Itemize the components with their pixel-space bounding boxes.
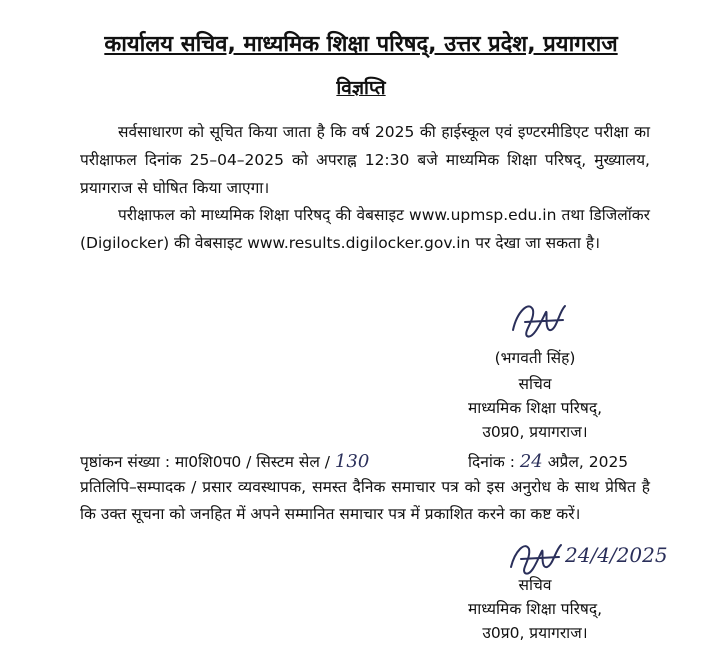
reference-number: 130 bbox=[334, 451, 370, 472]
signatory-location: उ0प्र0, प्रयागराज। bbox=[482, 423, 588, 441]
date-day: 24 bbox=[519, 451, 543, 472]
signatory-name: (भगवती सिंह) bbox=[494, 349, 576, 367]
reference-label: पृष्ठांकन संख्या : मा0शि0प0 / सिस्टम सेल / bbox=[80, 453, 330, 471]
date-label: दिनांक : bbox=[468, 453, 515, 471]
handwritten-date: 24/4/2025 bbox=[565, 543, 668, 567]
paragraph-announcement: सर्वसाधारण को सूचित किया जाता है कि वर्ष 2025 की हाईस्कूल एवं इण्टरमीडिएट परीक्षा का परीक्षाफल दिनांक 25–04–2025 को अपराह्न 12:30 बजे माध्यमिक शिक्षा परिषद्, मुख्यालय, प्रयागराज से घोषित किया जाएगा। bbox=[80, 123, 650, 197]
signatory-organization-2: माध्यमिक शिक्षा परिषद्, bbox=[467, 600, 603, 618]
paragraph-websites: परीक्षाफल को माध्यमिक शिक्षा परिषद् की वेबसाइट www.upmsp.edu.in तथा डिजिलॉकर (Digilocker) की वेबसाइट www.results.digilocker.gov.in पर देखा जा सकता है। bbox=[80, 206, 650, 252]
endorsement-date bbox=[468, 450, 628, 472]
notice-title: विज्ञप्ति bbox=[336, 77, 386, 99]
date-month-year: अप्रैल, 2025 bbox=[547, 453, 629, 471]
signatory-designation: सचिव bbox=[518, 375, 552, 393]
endorsement-reference bbox=[80, 450, 369, 472]
signatory-location-2: उ0प्र0, प्रयागराज। bbox=[482, 624, 588, 642]
signatory-designation-2: सचिव bbox=[518, 576, 552, 594]
signatory-organization: माध्यमिक शिक्षा परिषद्, bbox=[467, 399, 603, 417]
copy-forwarding-text: प्रतिलिपि–सम्पादक / प्रसार व्यवस्थापक, समस्त दैनिक समाचार पत्र को इस अनुरोध के साथ प्रेषित है कि उक्त सूचना को जनहित में अपने सम्मानित समाचार पत्र में प्रकाशित करने का कष्ट करें। bbox=[80, 478, 650, 523]
signature-scribble bbox=[505, 292, 575, 348]
office-title: कार्यालय सचिव, माध्यमिक शिक्षा परिषद्, उत्तर प्रदेश, प्रयागराज bbox=[104, 32, 618, 57]
